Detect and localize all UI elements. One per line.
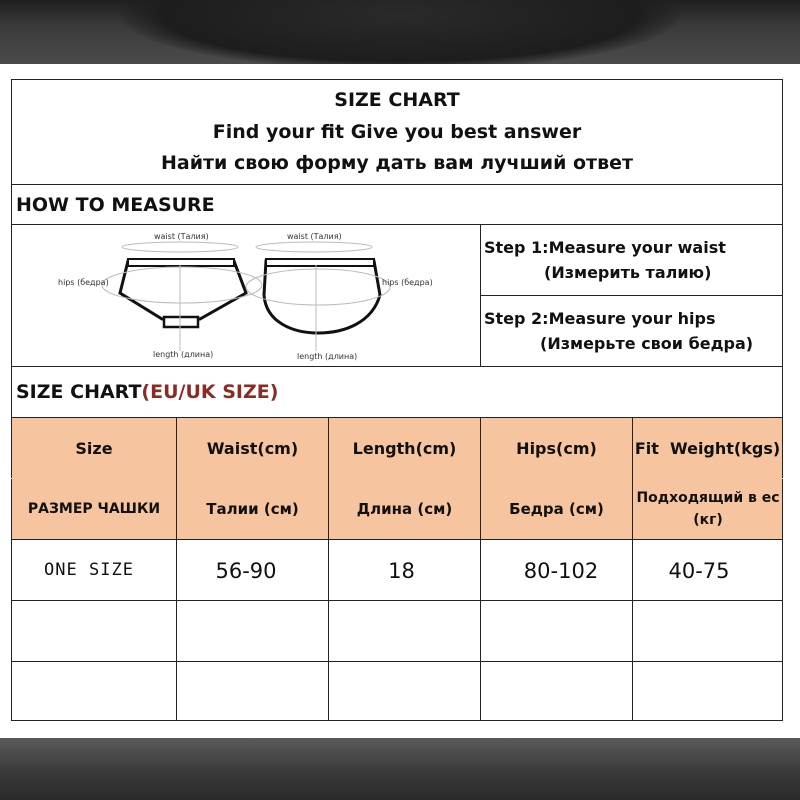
step-2-title: Step 2:Measure your hips (484, 309, 716, 328)
divider (480, 224, 481, 366)
header-hips-ru: Бедра (см) (509, 500, 604, 518)
length-label-front: length (длина) (153, 350, 214, 359)
page-title: SIZE CHART (334, 89, 460, 111)
divider (11, 366, 783, 367)
header-waist: Waist(cm) (206, 438, 299, 458)
cell-hips: 80-102 (523, 559, 599, 583)
step-1 (484, 238, 780, 282)
size-chart-label (16, 381, 278, 403)
how-to-measure-label: HOW TO MEASURE (16, 194, 215, 216)
brief-front-icon (102, 242, 262, 351)
measurement-diagram (12, 225, 480, 366)
cell-weight: 40-75 (668, 559, 730, 583)
cell-length: 18 (388, 559, 415, 583)
divider (480, 295, 783, 296)
step-1-subtitle: (Измерить талию) (544, 263, 712, 282)
hips-label-back: hips (бедра) (382, 278, 433, 287)
size-chart-label-suffix: (EU/UK SIZE) (141, 381, 279, 403)
subtitle-english: Find your fit Give you best answer (212, 121, 582, 143)
step-1-title: Step 1:Measure your waist (484, 238, 726, 257)
step-2 (484, 309, 780, 353)
cell-waist: 56-90 (215, 559, 277, 583)
header-length: Length(cm) (352, 438, 457, 458)
waist-label-back: waist (Талия) (287, 232, 342, 241)
divider (11, 184, 783, 185)
header-weight-ru: Подходящий в ес (кг) (636, 490, 780, 528)
fabric-photo-top (120, 0, 680, 70)
length-label-back: length (длина) (297, 352, 358, 361)
step-2-subtitle: (Измерьте свои бедра) (540, 334, 754, 353)
size-chart-label-text: SIZE CHART (16, 381, 142, 403)
subtitle-russian: Найти свою форму дать вам лучший ответ (161, 152, 633, 174)
brief-back-icon (246, 242, 390, 351)
header-weight: Fit Weight(kgs) (634, 438, 781, 458)
header-size-ru: РАЗМЕР ЧАШКИ (27, 501, 161, 517)
background-bottom (0, 738, 800, 800)
header-length-ru: Длина (см) (356, 500, 453, 518)
waist-label-front: waist (Талия) (154, 232, 209, 241)
background-top (0, 0, 800, 64)
header-size: Size (75, 438, 113, 458)
header-waist-ru: Талии (см) (206, 500, 299, 518)
cell-size: ONE SIZE (44, 560, 134, 580)
hips-label-front: hips (бедра) (58, 278, 109, 287)
divider (11, 661, 783, 662)
header-hips: Hips(cm) (516, 438, 597, 458)
